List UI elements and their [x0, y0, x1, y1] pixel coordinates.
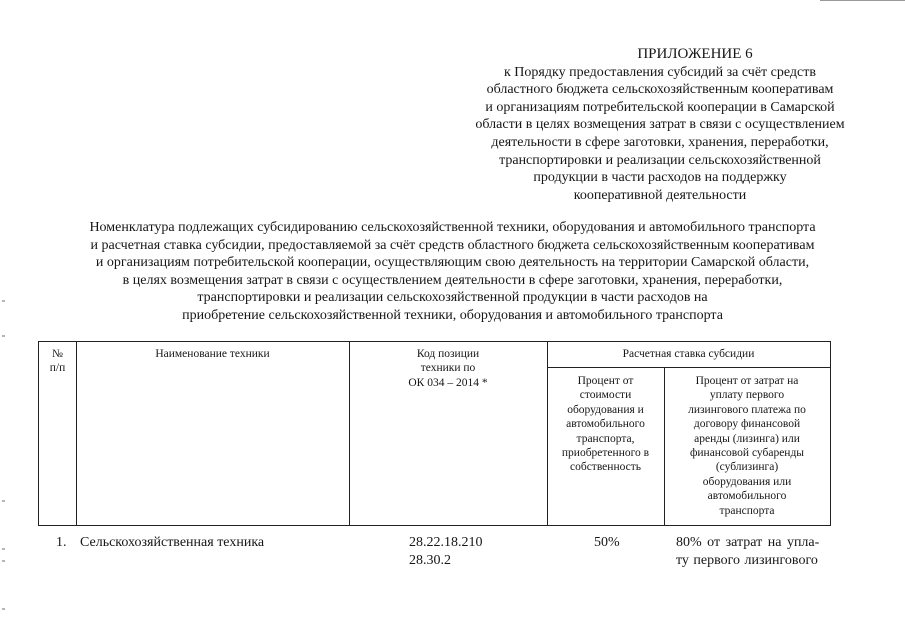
- header-name: Наименование техники: [155, 348, 270, 360]
- row-num: 1.: [56, 535, 67, 550]
- appendix-title: ПРИЛОЖЕНИЕ 6: [637, 46, 753, 62]
- header-code: Код позиции техники по ОК 034 – 2014 *: [408, 348, 488, 389]
- row-code: 28.22.18.210: [409, 535, 483, 550]
- scan-mark: [2, 548, 5, 550]
- header-rate-purchase: Процент от стоимости оборудования и автомобильного транспорта, приобретенного в собственность: [561, 375, 650, 474]
- appendix-line: и организациям потребительской кооперации в Самарской: [485, 99, 835, 115]
- scan-mark: [2, 335, 5, 337]
- appendix-line: деятельности в сфере заготовки, хранения, переработки,: [491, 134, 829, 150]
- appendix-line: кооперативной деятельности: [573, 187, 747, 203]
- heading-line: транспортировки и реализации сельскохозяйственной продукции в части расходов на: [197, 290, 708, 306]
- heading-line: и расчетная ставка субсидии, предоставляемой за счёт средств областного бюджета сельскохозяйственным кооперативам: [90, 237, 815, 253]
- row-code: 28.30.2: [409, 553, 451, 568]
- row-divider: [547, 367, 830, 368]
- appendix-line: к Порядку предоставления субсидий за счёт средств: [504, 64, 816, 80]
- col-divider: [76, 342, 77, 525]
- scan-mark: [2, 500, 5, 502]
- appendix-line: области в целях возмещения затрат в связи с осуществлением: [475, 117, 845, 133]
- header-rate-group: Расчетная ставка субсидии: [622, 348, 755, 360]
- appendix-block: [445, 46, 875, 204]
- document-heading: [40, 219, 865, 325]
- scan-mark: [2, 608, 5, 610]
- scan-edge-line: [820, 0, 905, 1]
- row-rate-leasing: ту первого лизингового: [676, 553, 818, 568]
- header-num: № п/п: [49, 348, 66, 375]
- heading-line: в целях возмещения затрат в связи с осуществлением деятельности в сфере заготовки, хранения, переработки,: [122, 272, 783, 288]
- row-rate-purchase: 50%: [594, 535, 620, 550]
- heading-line: Номенклатура подлежащих субсидированию сельскохозяйственной техники, оборудования и автомобильного транспорта: [89, 220, 816, 235]
- header-rate-leasing: Процент от затрат на уплату первого лизингового платежа по договору финансовой аренды (лизинга) или финансовой субаренды (сублизинга) оборудования или автомобильного транспорта: [688, 375, 806, 517]
- scan-mark: [2, 300, 5, 302]
- appendix-line: продукции в части расходов на поддержку: [533, 170, 787, 186]
- appendix-line: транспортировки и реализации сельскохозяйственной: [499, 152, 821, 168]
- row-name: Сельскохозяйственная техника: [80, 535, 265, 550]
- heading-line: приобретение сельскохозяйственной техники, оборудования и автомобильного транспорта: [182, 307, 723, 323]
- row-rate-leasing: 80% от затрат на упла-: [676, 535, 820, 550]
- appendix-line: областного бюджета сельскохозяйственным кооперативам: [486, 82, 834, 98]
- subsidy-table-header: [38, 341, 831, 526]
- scan-mark: [2, 560, 5, 562]
- heading-line: и организациям потребительской кооперации, осуществляющим свою деятельность на территории Самарской области,: [95, 255, 810, 271]
